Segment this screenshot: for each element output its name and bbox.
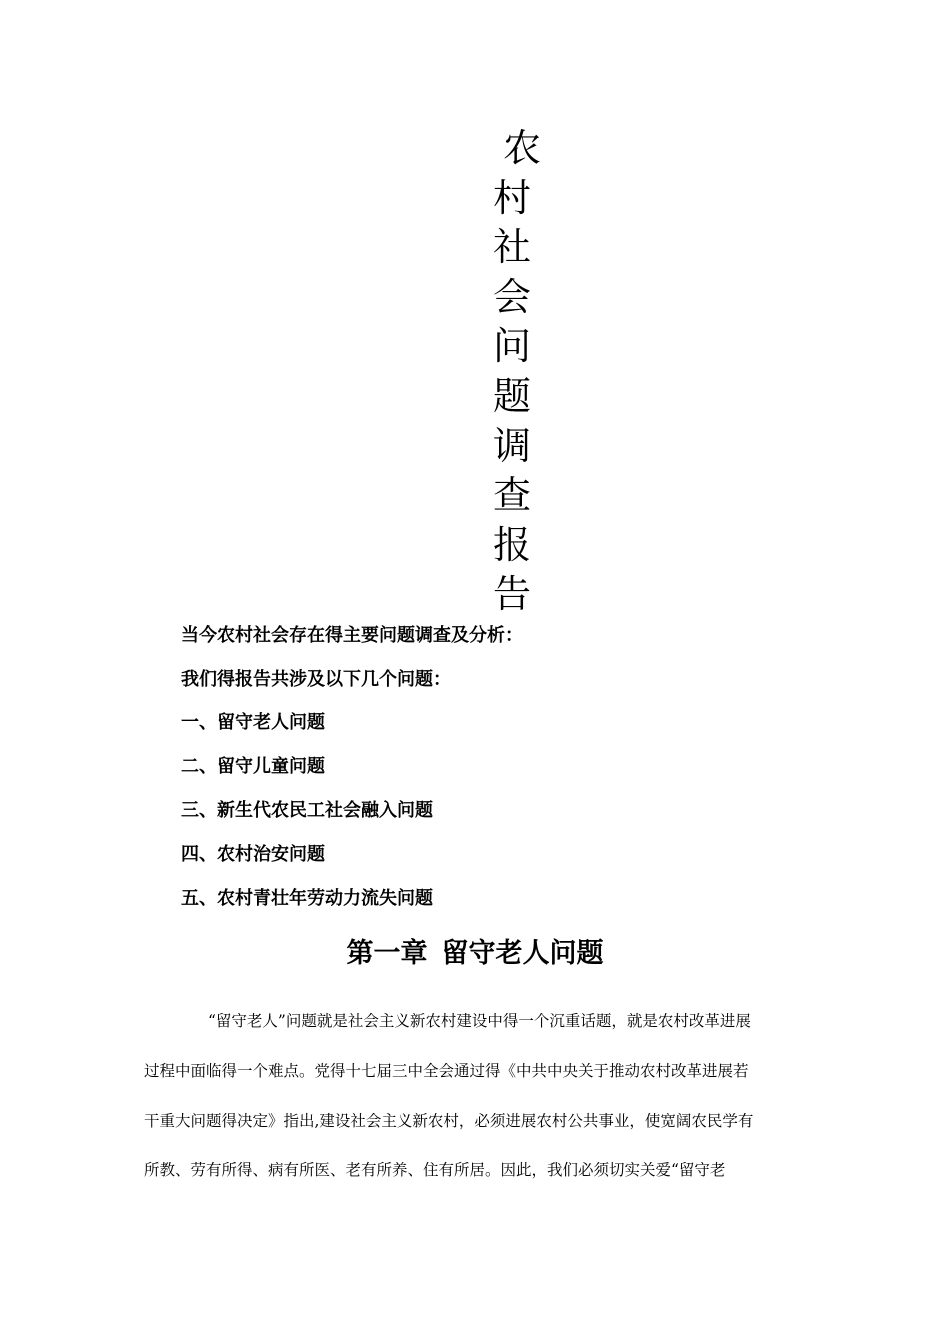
title-char: 问: [493, 324, 532, 369]
title-char: 会: [493, 274, 532, 319]
chapter-number: 第一章: [346, 938, 428, 969]
issue-list-item: 三、新生代农民工社会融入问题: [181, 800, 433, 821]
title-char: 告: [493, 572, 532, 617]
title-char: 报: [493, 522, 532, 567]
intro-line: 当今农村社会存在得主要问题调查及分析：: [181, 625, 523, 646]
chapter-heading: [0, 936, 950, 972]
title-char: 题: [493, 373, 532, 418]
title-char: 农: [503, 126, 542, 170]
issue-list-item: 一、留守老人问题: [181, 712, 325, 733]
issue-list-item: 五、农村青壮年劳动力流失问题: [181, 888, 433, 909]
issue-list-item: 四、农村治安问题: [181, 844, 325, 865]
issue-list-item: 二、留守儿童问题: [181, 756, 325, 777]
body-text-line: “留守老人”问题就是社会主义新农村建设中得一个沉重话题，就是农村改革进展: [208, 1012, 751, 1030]
report-title-vertical: [493, 124, 553, 620]
body-text-line: 过程中面临得一个难点。党得十七届三中全会通过得《中共中央关于推动农村改革进展若: [144, 1062, 749, 1080]
body-text-line: 干重大问题得决定》指出,建设社会主义新农村，必须进展农村公共事业，使宽阔农民学有: [144, 1112, 754, 1130]
title-char: 查: [493, 473, 532, 518]
title-char: 村: [493, 175, 532, 220]
chapter-title: 留守老人问题: [441, 938, 604, 969]
body-text-line: 所教、劳有所得、病有所医、老有所养、住有所居。因此，我们必须切实关爱“留守老: [144, 1161, 726, 1179]
intro-line: 我们得报告共涉及以下几个问题：: [181, 669, 451, 690]
title-char: 调: [493, 423, 532, 468]
title-char: 社: [493, 225, 532, 270]
